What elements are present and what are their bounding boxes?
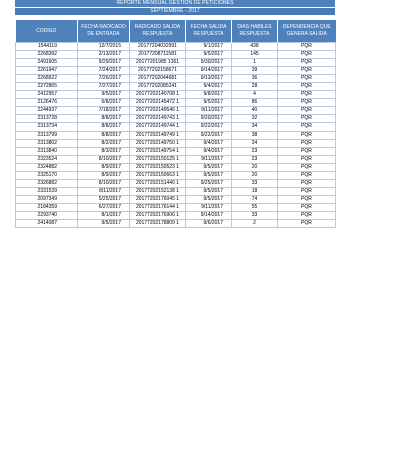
cell-dias-habiles: 4 [232, 91, 278, 99]
cell-fecha-radicado: 8/8/2017 [78, 115, 130, 123]
cell-fecha-salida: 9/5/2017 [186, 163, 232, 171]
table-row [16, 83, 336, 91]
cell-radicado-salida: 20177202149546 1 [130, 107, 186, 115]
cell-fecha-radicado: 12/7/2015 [78, 43, 130, 51]
cell-dependencia: PQR [278, 211, 336, 219]
cell-dias-habiles: 20 [232, 171, 278, 179]
cell-radicado-salida: 20177201985 1361 [130, 59, 186, 67]
cell-codigo: 2261947 [16, 67, 78, 75]
table-header-row [16, 20, 336, 43]
cell-codigo: 2323524 [16, 155, 78, 163]
cell-fecha-salida: 9/25/2017 [186, 179, 232, 187]
cell-codigo: 2491605 [16, 59, 78, 67]
cell-radicado-salida: 20177202176045 1 [130, 195, 186, 203]
cell-dependencia: PQR [278, 43, 336, 51]
cell-codigo: 2268392 [16, 51, 78, 59]
cell-codigo: 2325170 [16, 171, 78, 179]
cell-radicado-salida: 20177202176906 1 [130, 211, 186, 219]
report-sheet [15, 0, 335, 228]
cell-dependencia: PQR [278, 75, 336, 83]
cell-radicado-salida: 20177202085241 [130, 83, 186, 91]
cell-fecha-salida: 9/11/2017 [186, 107, 232, 115]
cell-dias-habiles: 40 [232, 107, 278, 115]
table-row [16, 195, 336, 203]
cell-dependencia: PQR [278, 107, 336, 115]
cell-radicado-salida: 20177202149754 1 [130, 147, 186, 155]
cell-codigo: 2414087 [16, 220, 78, 228]
cell-dependencia: PQR [278, 83, 336, 91]
cell-codigo: 1544119 [16, 43, 78, 51]
cell-dependencia: PQR [278, 179, 336, 187]
cell-dias-habiles: 23 [232, 155, 278, 163]
cell-dependencia: PQR [278, 155, 336, 163]
cell-dias-habiles: 145 [232, 51, 278, 59]
cell-codigo: 2331539 [16, 187, 78, 195]
cell-radicado-salida: 20177204032991 [130, 43, 186, 51]
cell-fecha-radicado: 8/8/2017 [78, 123, 130, 131]
cell-radicado-salida: 20177202150663 1 [130, 171, 186, 179]
cell-fecha-radicado: 8/9/2017 [78, 163, 130, 171]
cell-dias-habiles: 20 [232, 163, 278, 171]
cell-codigo: 2126476 [16, 99, 78, 107]
cell-dias-habiles: 34 [232, 123, 278, 131]
cell-fecha-radicado: 8/8/2017 [78, 131, 130, 139]
cell-radicado-salida: 20177202145472 1 [130, 99, 186, 107]
cell-codigo: 2313799 [16, 131, 78, 139]
cell-fecha-salida: 9/11/2017 [186, 155, 232, 163]
cell-radicado-salida: 20177202151440 1 [130, 179, 186, 187]
cell-dias-habiles: 2 [232, 220, 278, 228]
table-row [16, 99, 336, 107]
cell-radicado-salida: 20177202178809 1 [130, 220, 186, 228]
table-row [16, 67, 336, 75]
cell-codigo: 2313734 [16, 123, 78, 131]
cell-dependencia: PQR [278, 131, 336, 139]
cell-codigo: 2313802 [16, 139, 78, 147]
cell-dependencia: PQR [278, 195, 336, 203]
cell-codigo: 2293740 [16, 211, 78, 219]
header-fecha-salida: FECHA SALIDA RESPUESTA [186, 20, 232, 43]
table-row [16, 203, 336, 211]
cell-dependencia: PQR [278, 67, 336, 75]
report-subtitle: SEPTIEMBRE - 2017 [15, 7, 335, 15]
cell-fecha-salida: 9/4/2017 [186, 139, 232, 147]
cell-dias-habiles: 1 [232, 59, 278, 67]
table-row [16, 59, 336, 67]
cell-dias-habiles: 39 [232, 67, 278, 75]
cell-codigo: 2313728 [16, 115, 78, 123]
cell-fecha-radicado: 8/10/2017 [78, 179, 130, 187]
table-row [16, 179, 336, 187]
cell-fecha-radicado: 7/18/2017 [78, 107, 130, 115]
cell-fecha-salida: 9/4/2017 [186, 147, 232, 155]
cell-fecha-salida: 9/5/2017 [186, 187, 232, 195]
cell-fecha-salida: 9/11/2017 [186, 203, 232, 211]
cell-dias-habiles: 38 [232, 131, 278, 139]
cell-fecha-radicado: 8/11/2017 [78, 187, 130, 195]
cell-dias-habiles: 24 [232, 139, 278, 147]
cell-radicado-salida: 20177202149744 1 [130, 123, 186, 131]
cell-codigo: 2097349 [16, 195, 78, 203]
cell-dependencia: PQR [278, 91, 336, 99]
cell-fecha-radicado: 7/26/2017 [78, 75, 130, 83]
cell-radicado-salida: 20177208711581 [130, 51, 186, 59]
cell-radicado-salida: 20177202176144 1 [130, 203, 186, 211]
header-dependencia: DEPENDENCIA QUE GENERA SALIDA [278, 20, 336, 43]
cell-dependencia: PQR [278, 123, 336, 131]
cell-dias-habiles: 36 [232, 75, 278, 83]
cell-radicado-salida: 20177202044681 [130, 75, 186, 83]
cell-fecha-radicado: 8/1/2017 [78, 211, 130, 219]
cell-fecha-radicado: 8/10/2017 [78, 155, 130, 163]
cell-fecha-salida: 9/6/2017 [186, 220, 232, 228]
cell-radicado-salida: 20177202149749 1 [130, 131, 186, 139]
table-row [16, 75, 336, 83]
cell-radicado-salida: 20177202140708 1 [130, 91, 186, 99]
cell-codigo: 2313840 [16, 147, 78, 155]
cell-dependencia: PQR [278, 59, 336, 67]
cell-dias-habiles: 32 [232, 115, 278, 123]
table-body [16, 43, 336, 228]
cell-fecha-salida: 9/14/2017 [186, 211, 232, 219]
cell-fecha-radicado: 7/24/2017 [78, 67, 130, 75]
cell-fecha-salida: 9/4/2017 [186, 83, 232, 91]
cell-dependencia: PQR [278, 187, 336, 195]
table-row [16, 51, 336, 59]
cell-dependencia: PQR [278, 171, 336, 179]
cell-dias-habiles: 33 [232, 179, 278, 187]
header-fecha-radicado: FECHA RADICADO DE ENTRADA [78, 20, 130, 43]
cell-codigo: 2324882 [16, 163, 78, 171]
cell-radicado-salida: 20177202158671 [130, 67, 186, 75]
table-row [16, 220, 336, 228]
cell-codigo: 2184359 [16, 203, 78, 211]
header-dias-habiles: DIAS HABILES RESPUESTA [232, 20, 278, 43]
cell-dependencia: PQR [278, 51, 336, 59]
cell-fecha-salida: 9/13/2017 [186, 75, 232, 83]
cell-codigo: 2412957 [16, 91, 78, 99]
cell-dependencia: PQR [278, 147, 336, 155]
cell-dependencia: PQR [278, 139, 336, 147]
table-row [16, 155, 336, 163]
cell-dias-habiles: 86 [232, 99, 278, 107]
petitions-table [15, 20, 336, 228]
header-radicado-salida: RADICADO SALIDA RESPUESTA [130, 20, 186, 43]
cell-fecha-salida: 9/20/2017 [186, 115, 232, 123]
cell-fecha-salida: 9/30/2017 [186, 59, 232, 67]
cell-fecha-salida: 9/5/2017 [186, 195, 232, 203]
cell-dias-habiles: 28 [232, 83, 278, 91]
cell-fecha-radicado: 6/27/2017 [78, 203, 130, 211]
cell-dependencia: PQR [278, 99, 336, 107]
table-row [16, 43, 336, 51]
cell-codigo: 2326882 [16, 179, 78, 187]
cell-fecha-salida: 9/22/2017 [186, 131, 232, 139]
cell-dias-habiles: 438 [232, 43, 278, 51]
cell-fecha-radicado: 8/9/2017 [78, 171, 130, 179]
cell-fecha-radicado: 7/27/2017 [78, 83, 130, 91]
table-row [16, 107, 336, 115]
cell-dependencia: PQR [278, 163, 336, 171]
table-row [16, 123, 336, 131]
cell-radicado-salida: 20177202152138 1 [130, 187, 186, 195]
cell-fecha-radicado: 2/13/2017 [78, 51, 130, 59]
cell-codigo: 2244937 [16, 107, 78, 115]
cell-fecha-radicado: 8/3/2017 [78, 147, 130, 155]
cell-dependencia: PQR [278, 115, 336, 123]
cell-fecha-radicado: 8/2/2017 [78, 139, 130, 147]
cell-dependencia: PQR [278, 220, 336, 228]
cell-radicado-salida: 20177202149743 1 [130, 115, 186, 123]
cell-dias-habiles: 18 [232, 187, 278, 195]
cell-fecha-salida: 9/22/2017 [186, 123, 232, 131]
cell-radicado-salida: 20177202149750 1 [130, 139, 186, 147]
table-row [16, 91, 336, 99]
table-row [16, 187, 336, 195]
cell-dias-habiles: 55 [232, 203, 278, 211]
table-row [16, 171, 336, 179]
table-row [16, 115, 336, 123]
cell-dias-habiles: 74 [232, 195, 278, 203]
cell-codigo: 2268922 [16, 75, 78, 83]
cell-fecha-salida: 9/5/2017 [186, 51, 232, 59]
cell-fecha-salida: 9/5/2017 [186, 171, 232, 179]
cell-fecha-radicado: 9/29/2017 [78, 59, 130, 67]
cell-fecha-radicado: 5/25/2017 [78, 195, 130, 203]
table-row [16, 139, 336, 147]
table-row [16, 163, 336, 171]
table-row [16, 147, 336, 155]
cell-fecha-salida: 9/8/2017 [186, 91, 232, 99]
cell-fecha-salida: 9/1/2017 [186, 43, 232, 51]
header-codigo: CODIGO [16, 20, 78, 43]
cell-radicado-salida: 20177202150125 1 [130, 155, 186, 163]
report-title: REPORTE MENSUAL GESTION DE PETICIONES [15, 0, 335, 7]
cell-fecha-radicado: 9/5/2017 [78, 91, 130, 99]
cell-radicado-salida: 20177202150523 1 [130, 163, 186, 171]
cell-fecha-salida: 9/5/2017 [186, 99, 232, 107]
cell-dependencia: PQR [278, 203, 336, 211]
table-row [16, 131, 336, 139]
table-row [16, 211, 336, 219]
cell-fecha-radicado: 9/5/2017 [78, 220, 130, 228]
cell-dias-habiles: 33 [232, 211, 278, 219]
cell-codigo: 2272865 [16, 83, 78, 91]
cell-dias-habiles: 23 [232, 147, 278, 155]
cell-fecha-salida: 9/14/2017 [186, 67, 232, 75]
cell-fecha-radicado: 6/8/2017 [78, 99, 130, 107]
